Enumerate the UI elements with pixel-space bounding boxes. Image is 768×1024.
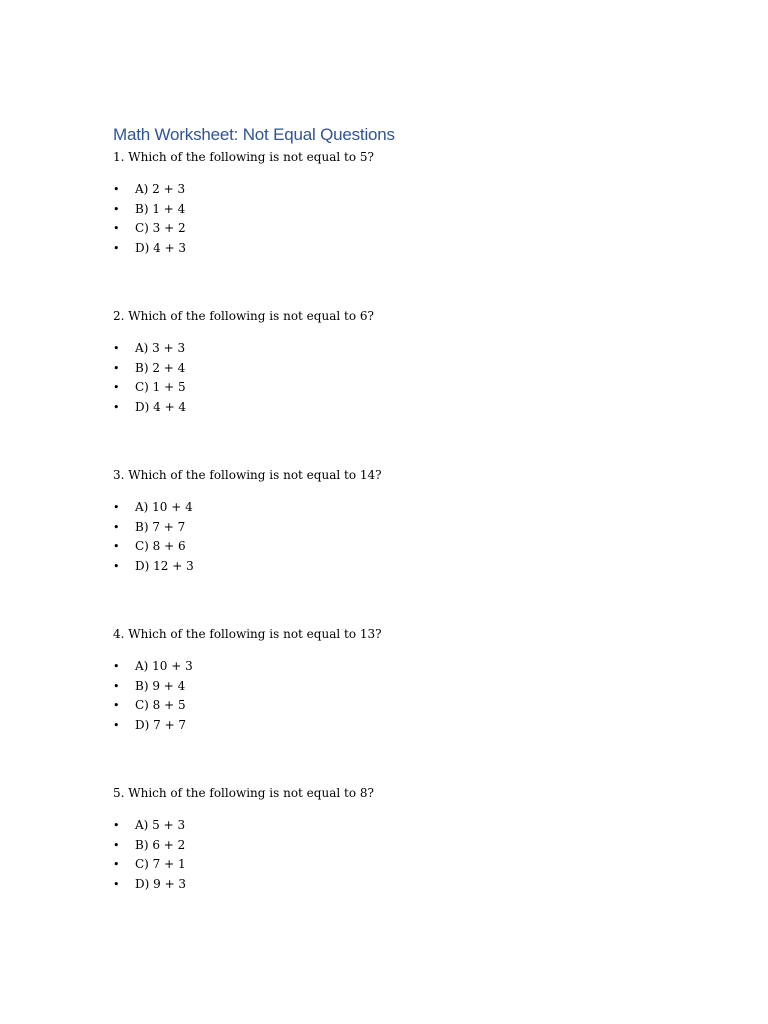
worksheet-page [113,124,673,894]
answer-options [113,816,673,894]
question-1 [113,149,673,258]
bullet-icon: • [113,202,120,216]
option-a [113,657,673,677]
answer-options [113,657,673,735]
bullet-icon: • [113,699,120,712]
option-text: D) 7 + 7 [135,717,187,732]
option-text: D) 9 + 3 [135,876,187,891]
bullet-icon: • [113,858,120,871]
option-text: A) 10 + 4 [135,500,193,514]
bullet-icon: • [113,838,120,852]
option-d [113,716,673,736]
bullet-icon: • [113,361,120,375]
bullet-icon: • [113,559,120,573]
option-b [113,518,673,538]
option-c [113,378,673,398]
option-text: C) 8 + 5 [135,698,186,712]
option-text: C) 8 + 6 [135,539,186,553]
option-a [113,498,673,518]
option-d [113,875,673,895]
answer-options [113,498,673,576]
bullet-icon: • [113,381,120,394]
option-text: B) 7 + 7 [135,519,186,534]
bullet-icon: • [113,877,120,891]
option-text: D) 4 + 3 [135,240,187,255]
question-3 [113,467,673,576]
option-a [113,180,673,200]
option-c [113,696,673,716]
question-5 [113,785,673,894]
bullet-icon: • [113,400,120,414]
option-b [113,677,673,697]
question-text: 4. Which of the following is not equal to 13? [113,627,382,641]
option-d [113,557,673,577]
question-2 [113,308,673,417]
bullet-icon: • [113,819,120,832]
bullet-icon: • [113,660,120,673]
question-text: 2. Which of the following is not equal to 6? [113,309,374,323]
option-a [113,816,673,836]
option-text: A) 3 + 3 [135,341,186,355]
bullet-icon: • [113,222,120,235]
option-text: B) 1 + 4 [135,201,186,216]
option-text: D) 4 + 4 [135,399,187,414]
option-text: D) 12 + 3 [135,558,194,573]
option-text: A) 5 + 3 [135,818,186,832]
option-d [113,398,673,418]
bullet-icon: • [113,501,120,514]
bullet-icon: • [113,183,120,196]
option-text: B) 2 + 4 [135,360,186,375]
answer-options [113,180,673,258]
question-text: 3. Which of the following is not equal to 14? [113,468,382,482]
option-d [113,239,673,259]
option-b [113,359,673,379]
bullet-icon: • [113,718,120,732]
option-text: C) 3 + 2 [135,221,186,235]
option-text: B) 6 + 2 [135,837,186,852]
option-c [113,855,673,875]
option-text: B) 9 + 4 [135,678,186,693]
question-text: 1. Which of the following is not equal to 5? [113,150,374,164]
bullet-icon: • [113,540,120,553]
option-text: A) 10 + 3 [135,659,193,673]
option-b [113,200,673,220]
option-text: C) 1 + 5 [135,380,186,394]
option-text: A) 2 + 3 [135,182,186,196]
option-a [113,339,673,359]
page-title: Math Worksheet: Not Equal Questions [113,125,395,144]
bullet-icon: • [113,520,120,534]
option-c [113,537,673,557]
question-text: 5. Which of the following is not equal to 8? [113,786,374,800]
bullet-icon: • [113,241,120,255]
answer-options [113,339,673,417]
bullet-icon: • [113,342,120,355]
question-4 [113,626,673,735]
option-b [113,836,673,856]
option-text: C) 7 + 1 [135,857,186,871]
bullet-icon: • [113,679,120,693]
option-c [113,219,673,239]
